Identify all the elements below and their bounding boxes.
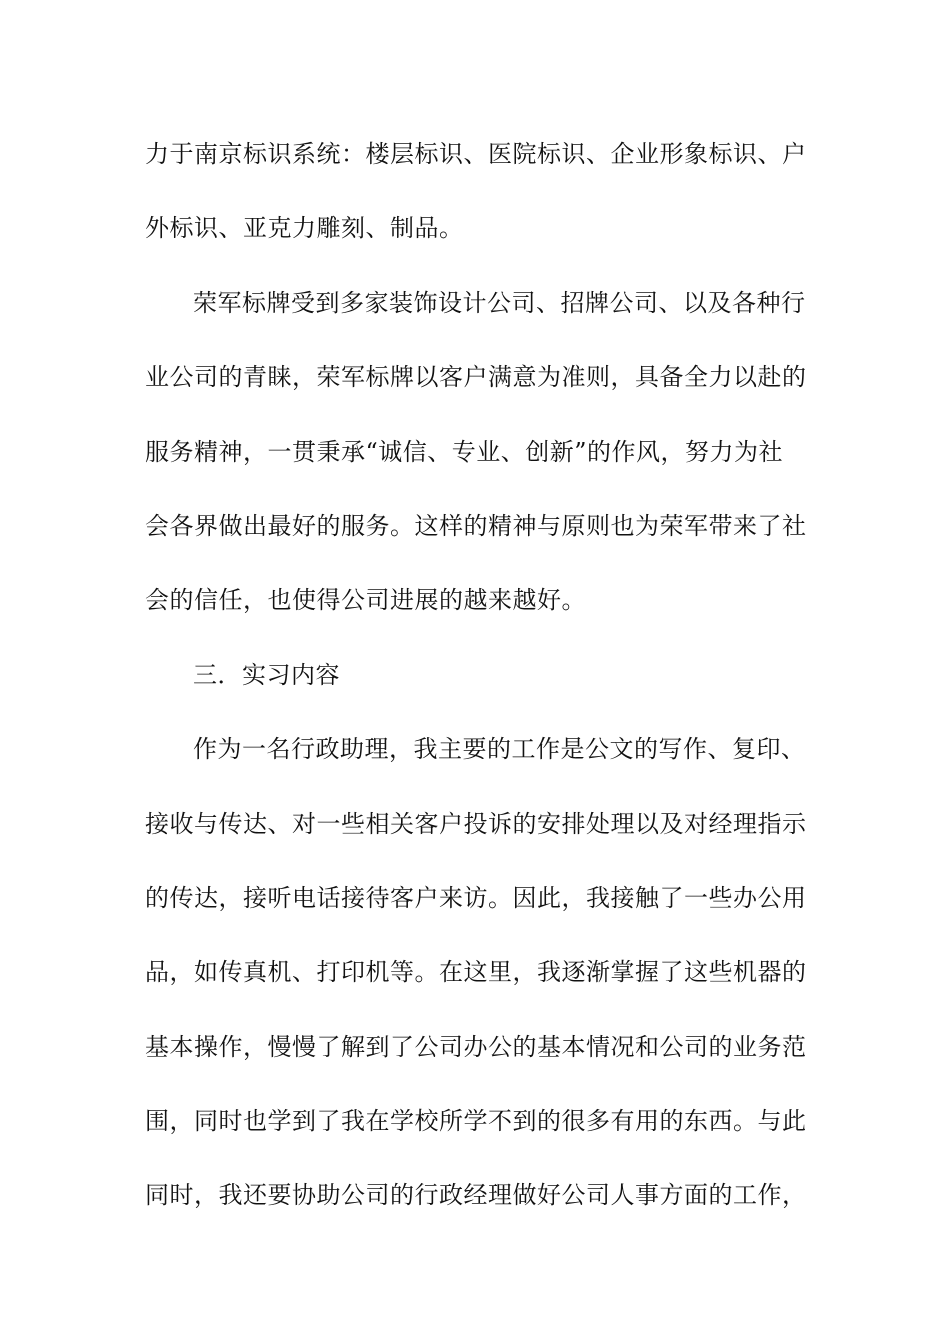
- text-line: 基本操作，慢慢了解到了公司办公的基本情况和公司的业务范: [145, 1032, 807, 1061]
- paragraph-start-line: 作为一名行政助理，我主要的工作是公文的写作、复印、: [193, 735, 806, 764]
- text-line: 接收与传达、对一些相关客户投诉的安排处理以及对经理指示: [145, 809, 807, 838]
- text-line: 服务精神，一贯秉承“诚信、专业、创新”的作风，努力为社: [145, 437, 784, 466]
- paragraph-start-line: 荣军标牌受到多家装饰设计公司、招牌公司、以及各种行: [193, 288, 806, 317]
- text-line: 会各界做出最好的服务。这样的精神与原则也为荣军带来了社: [145, 511, 807, 540]
- section-heading: 三．实习内容: [193, 660, 340, 689]
- text-line: 力于南京标识系统：楼层标识、医院标识、企业形象标识、户: [145, 140, 807, 168]
- text-line: 同时，我还要协助公司的行政经理做好公司人事方面的工作，: [145, 1181, 807, 1210]
- text-line: 品，如传真机、打印机等。在这里，我逐渐掌握了这些机器的: [145, 958, 807, 987]
- text-line: 业公司的青睐，荣军标牌以客户满意为准则，具备全力以赴的: [145, 363, 807, 392]
- text-line: 外标识、亚克力雕刻、制品。: [145, 214, 464, 243]
- body-text: [145, 132, 807, 1248]
- text-line: 围，同时也学到了我在学校所学不到的很多有用的东西。与此: [145, 1107, 807, 1136]
- text-line: 会的信任，也使得公司进展的越来越好。: [145, 586, 586, 615]
- text-line: 的传达，接听电话接待客户来访。因此，我接触了一些办公用: [145, 883, 807, 912]
